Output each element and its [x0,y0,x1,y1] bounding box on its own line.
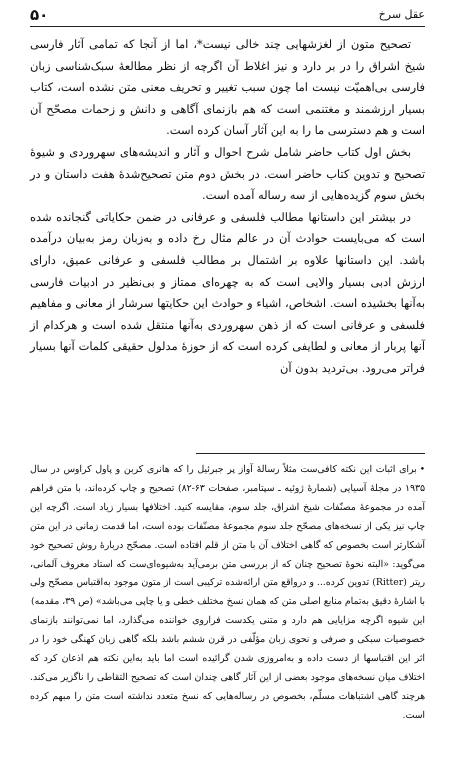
footnote [30,461,425,726]
footnote-paragraph: این شیوه اگرچه مزایایی هم دارد و متنی یکدست فراروی خواننده می‌گذارد، اما نمی‌توانند بازنمای خصوصیات سبکی و صرفی و نحوی زبان مؤلّفی در قرن ششم باشد بلکه گاهی زبان کهنگی خود را در اثر این اقتباسها از دست داده و به‌امروزی شدن گرائیده است اما باید به‌این نکته هم اذعان کرد که اختلاف میان نسخه‌های موجود بعضی از این آثار گاهی چندان است که تصحیح التقاطی را ناگزیر می‌کند. هرچند گاهی اشتباهات مسلّم، بخصوص در رساله‌هایی که نسخ متعدد نداشته است متن را مبهم کرده است. [30,615,425,721]
footnote-text: برای اثبات این نکته کافی‌ست مثلاً رسالهٔ آواز پر جبرئیل را که هانری کربن و پاول کراوس در سال ۱۹۳۵ در مجلهٔ آسیایی (شمارهٔ ژوئیه ـ سپتامبر، صفحات ۶۳-۸۲) تصحیح و چاپ کرده‌اند، با متن فراهم آمده در مجموعهٔ مصنّفات شیخ اشراق، جلد سوم، مقایسه کنید. اختلافها بسیار زیاد است. اگرچه این چاپ نیز یکی از نسخه‌های مصحّح جلد سوم مجموعهٔ مصنّفات بوده است، اما قدمت زمانی در این متن آشکارتر است بخصوص که گاهی اختلاف آن با متن از قلم افتاده است. مصحّح دربارهٔ روش تصحیح خود می‌گوید: «البته نحوهٔ تصحیح چنان که از بررسی متن برمی‌آید به‌شیوه‌ای‌ست که استاد معروف آلمانی، ریتر (Ritter) تدوین کرده... و درواقع متن ارائه‌شده ترکیبی است از متون موجود به‌اقتباس مصحّح ولی با اشارهٔ دقیق به‌تمام منابع اصلی متن که همان نسخ مختلف خطی و یا چاپی می‌باشد» (ص ۳۹، مقدمه) [30,464,425,608]
body-paragraph: بخش اول کتاب حاضر شامل شرح احوال و آثار و اندیشه‌های سهروردی و شیوهٔ تصحیح و تدوین کتاب حاضر است. در بخش دوم متن تصحیح‌شدهٔ هفت داستان و در بخش سوم گزیده‌هایی از سه رساله آمده است. [30,144,425,203]
main-text [30,34,425,380]
body-paragraph: در بیشتر این داستانها مطالب فلسفی و عرفانی در ضمن حکایاتی گنجانده شده است که می‌بایست حوادث آن در عالم مثال رخ داده و به‌زبان رمز به‌بیان درآمده باشد. این داستانها علاوه بر اشتمال بر مطالب فلسفی و عرفانی عمیق، دارای ارزش ادبی بسیار والایی است که به چهره‌ای ممتاز و بی‌نظیر در ادبیات فارسی به‌آنها بخشیده است. اشخاص، اشیاء و حوادث این حکایتها سرشار از معانی و مفاهیم فلسفی و عرفانی است که از ذهن سهروردی به‌آنها منتقل شده است و هرکدام از آنها پربار از معانی و لطایفی کرده است که از حوزهٔ مدلول حقیقی کلمات آنها بسیار فراتر می‌رود. بی‌تردید بدون آن [30,209,425,375]
footnote-paragraph [30,461,425,612]
page-header [30,6,425,27]
page-number: ۵۰ [30,6,49,24]
footnote-separator [196,453,425,454]
body-paragraph: تصحیح متون از لغزشهایی چند خالی نیست*، اما از آنجا که تمامی آثار فارسی شیخ اشراق را در بر دارد و نیز اغلاط آن اگرچه از نظر مطالعهٔ سبک‌شناسی زبان فارسی بی‌اهمیّت نیست اما چون سبب تغییر و تحریف معنی متن نشده است، کتاب بسیار ارزشمند و مغتنمی است که هم بازنمای آگاهی و دانش و زحمات مصحّح آن است و هم دسترسی ما را به این آثار آسان کرده است. [30,37,425,138]
footnote-marker: • [419,465,425,475]
running-title: عقل سرخ [378,8,425,21]
